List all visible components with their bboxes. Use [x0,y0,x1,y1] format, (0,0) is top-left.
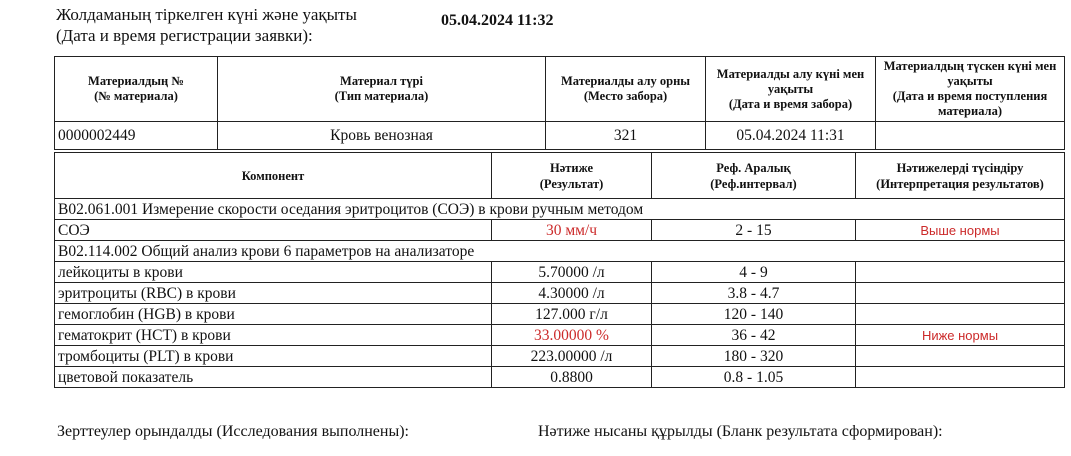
ref-interval: 0.8 - 1.05 [652,367,856,388]
table-row [55,220,1065,241]
material-table [54,56,1065,150]
ref-interval: 2 - 15 [652,220,856,241]
results-header-row [55,153,1065,199]
material-type: Кровь венозная [218,122,546,150]
header-received-datetime: Материалдың түскен күні мен уақыты (Дата и время поступления материала) [876,57,1065,122]
header-result: Нәтиже (Результат) [492,153,652,199]
result-value: 0.8800 [492,367,652,388]
component: цветовой показатель [55,367,492,388]
result-value: 223.00000 /л [492,346,652,367]
component: СОЭ [55,220,492,241]
registration-label [56,4,357,46]
footer-formed: Нәтиже нысаны құрылды (Бланк результата сформирован): [538,423,943,440]
header-component: Компонент [55,153,492,199]
component: гематокрит (HCT) в крови [55,325,492,346]
group-title: B02.061.001 Измерение скорости оседания эритроцитов (СОЭ) в крови ручным методом [55,199,1065,220]
component: гемоглобин (HGB) в крови [55,304,492,325]
result-value: 5.70000 /л [492,262,652,283]
ref-interval: 3.8 - 4.7 [652,283,856,304]
registration-label-kz: Жолдаманың тіркелген күні және уақыты [56,5,357,24]
header-material-number: Материалдың № (№ материала) [55,57,218,122]
material-row [55,122,1065,150]
ref-interval: 4 - 9 [652,262,856,283]
registration-label-ru: (Дата и время регистрации заявки): [56,26,313,45]
interpretation [856,262,1065,283]
group-title: B02.114.002 Общий анализ крови 6 параметров на анализаторе [55,241,1065,262]
interpretation [856,304,1065,325]
ref-interval: 180 - 320 [652,346,856,367]
table-row [55,325,1065,346]
received-datetime [876,122,1065,150]
collection-place: 321 [546,122,706,150]
table-row [55,262,1065,283]
interpretation: Выше нормы [856,220,1065,241]
collection-datetime: 05.04.2024 11:31 [706,122,876,150]
material-header-row [55,57,1065,122]
material-number: 0000002449 [55,122,218,150]
table-row [55,346,1065,367]
registration-datetime: 05.04.2024 11:32 [441,12,554,29]
result-value: 4.30000 /л [492,283,652,304]
component: лейкоциты в крови [55,262,492,283]
interpretation [856,367,1065,388]
group-title-row [55,241,1065,262]
result-value: 33.00000 % [492,325,652,346]
table-row [55,367,1065,388]
group-title-row [55,199,1065,220]
ref-interval: 36 - 42 [652,325,856,346]
interpretation: Ниже нормы [856,325,1065,346]
header-material-type: Материал түрі (Тип материала) [218,57,546,122]
interpretation [856,283,1065,304]
footer-performed: Зерттеулер орындалды (Исследования выполнены): [57,423,409,440]
header-collection-place: Материалды алу орны (Место забора) [546,57,706,122]
result-value: 30 мм/ч [492,220,652,241]
result-value: 127.000 г/л [492,304,652,325]
component: эритроциты (RBC) в крови [55,283,492,304]
component: тромбоциты (PLT) в крови [55,346,492,367]
interpretation [856,346,1065,367]
header-collection-datetime: Материалды алу күні мен уақыты (Дата и время забора) [706,57,876,122]
ref-interval: 120 - 140 [652,304,856,325]
table-row [55,304,1065,325]
header-interpretation: Нәтижелерді түсіндіру (Интерпретация результатов) [856,153,1065,199]
table-row [55,283,1065,304]
header-ref-interval: Реф. Аралық (Реф.интервал) [652,153,856,199]
results-table [54,152,1065,388]
